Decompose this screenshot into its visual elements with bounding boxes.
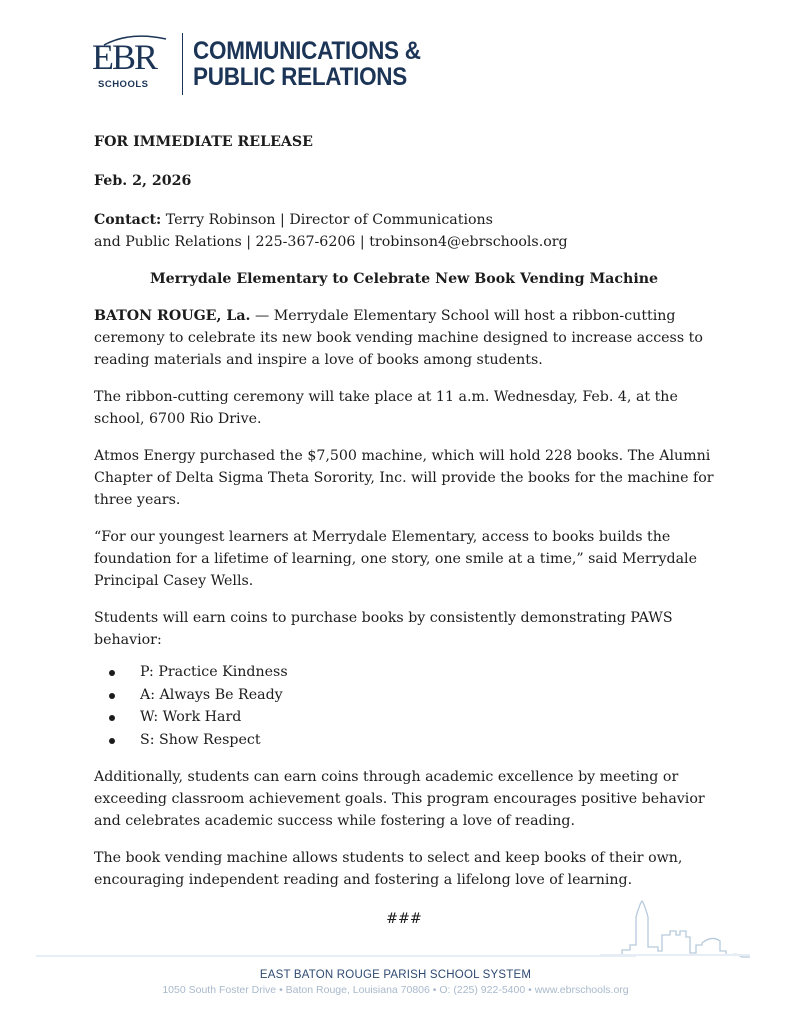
end-mark: ### bbox=[386, 911, 422, 927]
letterhead-logo bbox=[92, 33, 446, 95]
contact-line-2: and Public Relations | 225-367-6206 | trobinson4@ebrschools.org bbox=[94, 234, 568, 250]
paragraph: The book vending machine allows students to select and keep books of their own, encouraging independent reading and fostering a lifelong love of learning. bbox=[94, 850, 683, 888]
contact-block bbox=[94, 209, 714, 253]
release-date: Feb. 2, 2026 bbox=[94, 173, 192, 189]
paragraph: Students will earn coins to purchase books by consistently demonstrating PAWS behavior: bbox=[94, 610, 673, 648]
department-name bbox=[193, 38, 446, 90]
headline: Merrydale Elementary to Celebrate New Book Vending Machine bbox=[149, 271, 659, 287]
paws-list bbox=[94, 661, 714, 751]
footer-organization: EAST BATON ROUGE PARISH SCHOOL SYSTEM bbox=[259, 969, 532, 981]
list-item: S: Show Respect bbox=[140, 729, 714, 752]
list-item: A: Always Be Ready bbox=[140, 684, 714, 707]
logo-divider bbox=[182, 33, 183, 95]
contact-line-1: Terry Robinson | Director of Communications bbox=[165, 212, 493, 228]
dateline: BATON ROUGE, La. bbox=[94, 308, 251, 324]
lead-paragraph bbox=[94, 305, 714, 371]
footer-divider bbox=[36, 955, 636, 957]
release-label: FOR IMMEDIATE RELEASE bbox=[94, 134, 313, 150]
paragraph: Atmos Energy purchased the $7,500 machine, which will hold 228 books. The Alumni Chapter of Delta Sigma Theta Sorority, Inc. will provide the books for the machine for three years. bbox=[94, 448, 714, 508]
ebr-schools-logo bbox=[92, 33, 172, 95]
list-item: P: Practice Kindness bbox=[140, 661, 714, 684]
lead-text: — Merrydale Elementary School will host a ribbon-cutting ceremony to celebrate its new book vending machine designed to increase access to reading materials and inspire a love of books among students. bbox=[94, 308, 703, 368]
logo-letters: EBR bbox=[92, 37, 157, 77]
contact-label: Contact: bbox=[94, 212, 162, 228]
department-line-1: COMMUNICATIONS & bbox=[193, 37, 421, 65]
paragraph: Additionally, students can earn coins through academic excellence by meeting or exceeding classroom achievement goals. This program encourages positive behavior and celebrates academic success while fostering a love of reading. bbox=[94, 769, 705, 829]
logo-subtitle: SCHOOLS bbox=[98, 79, 149, 90]
department-line-2: PUBLIC RELATIONS bbox=[193, 63, 408, 91]
footer-address: 1050 South Foster Drive • Baton Rouge, Louisiana 70806 • O: (225) 922-5400 • www.ebrschools.org bbox=[162, 984, 629, 996]
list-item: W: Work Hard bbox=[140, 706, 714, 729]
paragraph-quote: “For our youngest learners at Merrydale Elementary, access to books builds the foundation for a lifetime of learning, one story, one smile at a time,” said Merrydale Principal Casey Wells. bbox=[94, 529, 697, 589]
press-release-body bbox=[94, 131, 714, 930]
paragraph: The ribbon-cutting ceremony will take place at 11 a.m. Wednesday, Feb. 4, at the school, 6700 Rio Drive. bbox=[94, 389, 678, 427]
baton-rouge-skyline-icon bbox=[600, 895, 780, 960]
